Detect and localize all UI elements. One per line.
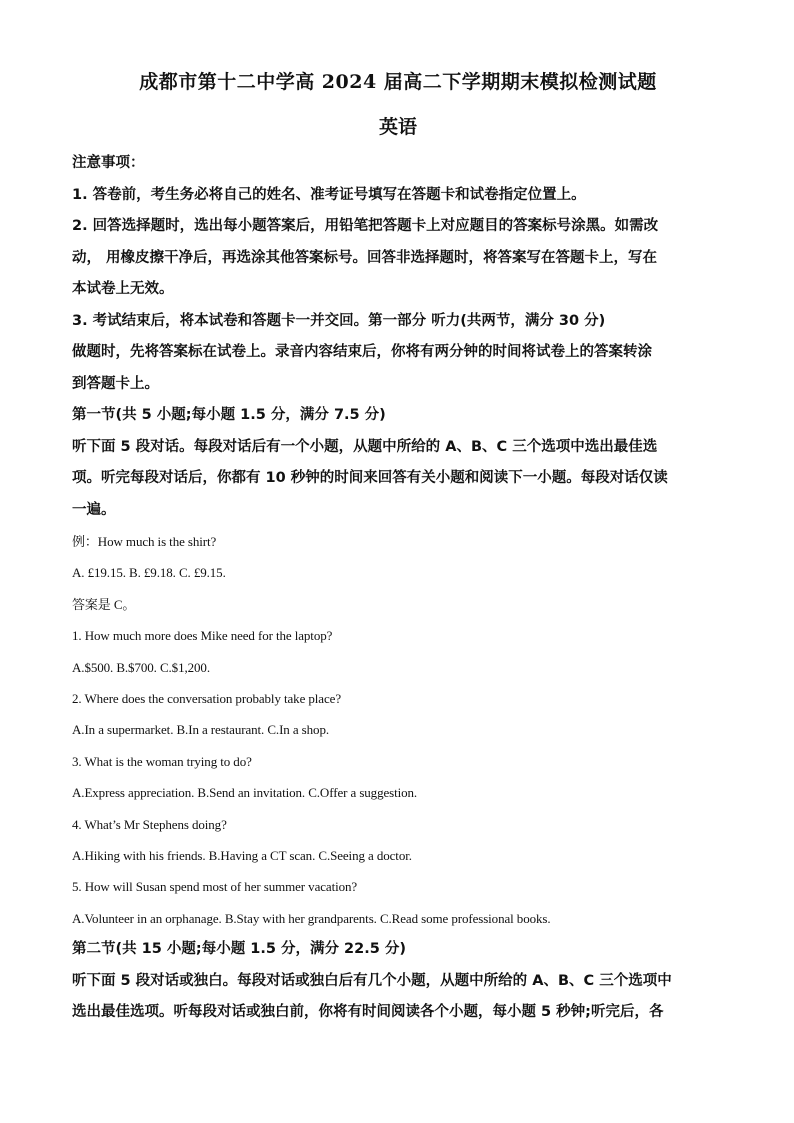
question-1-options: A.$500. B.$700. C.$1,200. [72, 659, 210, 675]
notes-item-1: 1. 答卷前，考生务必将自己的姓名、准考证号填写在答题卡和试卷指定位置上。 [72, 186, 586, 203]
section-2-instructions-line-2: 选出最佳选项。听每段对话或独白前，你将有时间阅读各个小题，每小题 5 秒钟;听完后，各 [72, 1004, 664, 1021]
exam-title: 成都市第十二中学高 2024 届高二下学期期末模拟检测试题 [139, 71, 657, 93]
example-question: 例：How much is the shirt? [72, 534, 217, 549]
section-1-instructions-line-1: 听下面 5 段对话。每段对话后有一个小题，从题中所给的 A、B、C 三个选项中选出最佳选 [72, 438, 658, 455]
question-4: 4. What’s Mr Stephens doing? [72, 816, 227, 832]
section-1-instructions-line-2: 项。听完每段对话后，你都有 10 秒钟的时间来回答有关小题和阅读下一小题。每段对话仅读 [72, 470, 668, 486]
section-2-heading: 第二节(共 15 小题;每小题 1.5 分，满分 22.5 分) [72, 941, 406, 958]
notes-item-3-line-1: 3. 考试结束后，将本试卷和答题卡一并交回。第一部分 听力(共两节，满分 30 分) [72, 312, 606, 329]
exam-subject: 英语 [378, 116, 417, 138]
notes-item-3-line-2: 做题时，先将答案标在试卷上。录音内容结束后，你将有两分钟的时间将试卷上的答案转涂 [72, 344, 652, 360]
question-1: 1. How much more does Mike need for the laptop? [72, 628, 333, 644]
notes-item-2-line-2: 动， 用橡皮擦干净后，再选涂其他答案标号。回答非选择题时，将答案写在答题卡上，写在 [72, 249, 658, 266]
question-2: 2. Where does the conversation probably take place? [72, 691, 341, 707]
question-5-options: A.Volunteer in an orphanage. B.Stay with her grandparents. C.Read some professional books. [72, 910, 551, 926]
notes-item-3-line-3: 到答题卡上。 [72, 375, 159, 392]
question-3: 3. What is the woman trying to do? [72, 753, 252, 769]
example-options: A. £19.15. B. £9.18. C. £9.15. [72, 565, 226, 581]
question-4-options: A.Hiking with his friends. B.Having a CT scan. C.Seeing a doctor. [72, 848, 412, 864]
question-2-options: A.In a supermarket. B.In a restaurant. C.In a shop. [72, 722, 329, 738]
section-1-instructions-line-3: 一遍。 [72, 501, 116, 518]
question-3-options: A.Express appreciation. B.Send an invitation. C.Offer a suggestion. [72, 785, 418, 801]
exam-page [72, 66, 724, 1029]
section-1-heading: 第一节(共 5 小题;每小题 1.5 分，满分 7.5 分) [72, 407, 386, 423]
notes-item-2-line-1: 2. 回答选择题时，选出每小题答案后，用铅笔把答题卡上对应题目的答案标号涂黑。如需改 [72, 218, 659, 234]
notes-heading: 注意事项： [72, 155, 145, 171]
notes-item-2-line-3: 本试卷上无效。 [72, 281, 174, 297]
question-5: 5. How will Susan spend most of her summer vacation? [72, 879, 358, 895]
section-2-instructions-line-1: 听下面 5 段对话或独白。每段对话或独白后有几个小题，从题中所给的 A、B、C 三个选项中 [72, 972, 672, 989]
example-answer: 答案是 C。 [72, 596, 136, 612]
